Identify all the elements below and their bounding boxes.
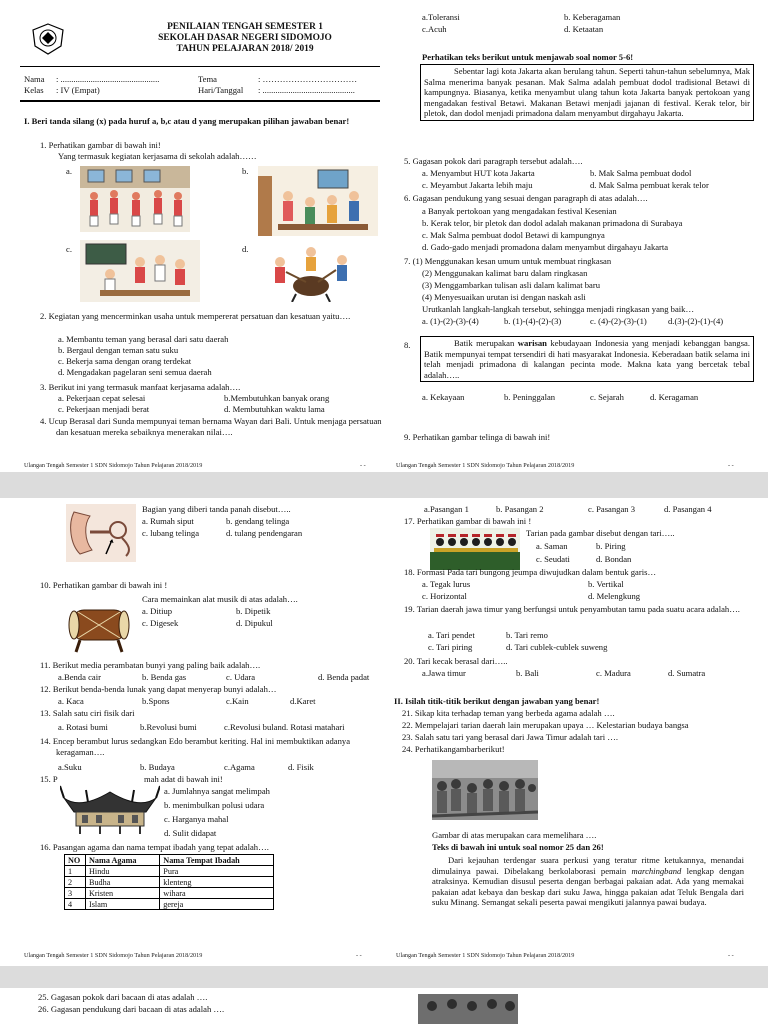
nama-label: Nama — [24, 74, 45, 84]
school-logo — [28, 22, 68, 56]
q4-question: 4. Ucup Berasal dari Sunda mempunyai teman bernama Wayan dari Bali. Untuk menjaga persatuan dan kesatuan mereka sebaiknya menerakan nilai…. — [40, 416, 382, 437]
q7-item-3: (3) Menggambarkan tulisan asli dalam kalimat baru — [422, 280, 601, 290]
q15-question-end: mah adat di bawah ini! — [144, 774, 223, 784]
students-cleaning-illustration — [80, 166, 190, 232]
table-cell: klenteng — [160, 877, 274, 888]
table-cell: Islam — [86, 899, 160, 910]
rumah-gadang-illustration — [60, 780, 160, 836]
parade-photo — [418, 994, 518, 1024]
q10-question: Cara memainkan alat musik di atas adalah…. — [142, 594, 298, 604]
q5-option-c: c. Meyambut Jakarta lebih maju — [422, 180, 533, 190]
q17-option-a: a. Saman — [536, 541, 568, 551]
q7-option-b: b. (1)-(4)-(2)-(3) — [504, 316, 562, 326]
q17-option-b: b. Piring — [596, 541, 626, 551]
q3-option-a: a. Pekerjaan cepat selesai — [58, 393, 146, 403]
q23-question: 23. Salah satu tari yang berasal dari Jawa Timur adalah tari …. — [402, 732, 618, 742]
table-cell: Pura — [160, 866, 274, 877]
hari-label: Hari/Tanggal — [198, 84, 244, 95]
reading-text-2-part-1: Dari kejauhan terdengar suara perkusi yang teratur ritme ketukannya, menandai dimulainya pawai. Dibelakang berkolaborasi pemain — [432, 855, 744, 876]
table-cell: 1 — [65, 866, 86, 877]
section-2-instruction: II. Isilah titik-titik berikut dengan jawaban yang benar! — [394, 696, 600, 706]
q6-option-a: a Banyak pertokoan yang mengadakan festival Kesenian — [422, 206, 617, 216]
q14-option-d: d. Fisik — [288, 762, 314, 772]
table-row — [65, 888, 274, 899]
q10-option-b: b. Dipetik — [236, 606, 271, 616]
q19-question: 19. Tarian daerah jawa timur yang berfungsi untuk penyambutan tamu pada suatu acara adalah…. — [404, 604, 740, 614]
table-cell: 3 — [65, 888, 86, 899]
q9-prompt: 9. Perhatikan gambar telinga di bawah ini! — [404, 432, 551, 442]
q2-question: 2. Kegiatan yang mencerminkan usaha untuk mempererat persatuan dan kesatuan yaitu…. — [40, 311, 351, 321]
q18-option-b: b. Vertikal — [588, 579, 624, 589]
q16-question: 16. Pasangan agama dan nama tempat ibadah yang tepat adalah…. — [40, 842, 269, 852]
ear-anatomy-illustration — [66, 504, 136, 562]
q11-option-a: a.Benda cair — [58, 672, 101, 682]
q9-question: Bagian yang diberi tanda panah disebut….. — [142, 504, 291, 514]
q14-option-b: b. Budaya — [140, 762, 175, 772]
q3-option-b: b.Membutuhkan banyak orang — [224, 393, 330, 403]
classroom-study-illustration — [80, 240, 200, 302]
q9-option-a: a. Rumah siput — [142, 516, 194, 526]
q9-option-c: c. lubang telinga — [142, 528, 200, 538]
religion-table — [64, 854, 274, 910]
page-gap-1 — [0, 472, 768, 498]
q12-option-d: d.Karet — [290, 696, 316, 706]
nama-value: : .............................................. — [56, 74, 160, 84]
q1-option-c-label: c. — [66, 244, 72, 254]
header-line-2: SEKOLAH DASAR NEGERI SIDOMOJO — [158, 33, 332, 44]
q11-option-c: c. Udara — [226, 672, 256, 682]
q15-question-start: 15. P — [40, 774, 58, 784]
q6-option-d: d. Gado-gado menjadi promadona dalam menyambut dirgahayu Jakarta — [422, 242, 669, 252]
q8-option-d: d. Keragaman — [650, 392, 699, 402]
saman-dance-illustration — [430, 528, 520, 570]
q7-option-c: c. (4)-(2)-(3)-(1) — [590, 316, 647, 326]
q8-text-b: kebudayaan Indonesia yang menjadi kebanggan bangsa. Batik mempunyai tempat tersendiri di hati masyarakat Indonesia. Keberadaan batik selama ini telah menjadi primadona di kalangan pecinta mode. Makna kata yang bercetak tebal adalah….. — [424, 338, 750, 380]
q16-option-a: a.Pasangan 1 — [424, 504, 469, 514]
q9-option-d: d. tulang pendengaran — [226, 528, 303, 538]
q9-option-b: b. gendang telinga — [226, 516, 290, 526]
q1-option-b-label: b. — [242, 166, 249, 176]
q4-option-b: b. Keberagaman — [564, 12, 621, 22]
q13-option-a: a. Rotasi bumi — [58, 722, 108, 732]
q13-question: 13. Salah satu ciri fisik dari — [40, 708, 135, 718]
q11-option-b: b. Benda gas — [142, 672, 187, 682]
kelas-label: Kelas — [24, 84, 44, 95]
table-cell: Budha — [86, 877, 160, 888]
q6-question: 6. Gagasan pendukung yang sesuai dengan paragraph di atas adalah…. — [404, 193, 648, 203]
table-cell: Kristen — [86, 888, 160, 899]
q14-question: 14. Encep berambut lurus sedangkan Edo berambut keriting. Hal ini membuktikan adanya keragaman…. — [40, 736, 351, 757]
q22-question: 22. Mempelajari tarian daerah lain merupakan upaya … Kelestarian budaya bangsa — [402, 720, 689, 730]
page-1 — [0, 0, 768, 470]
q1-question: Yang termasuk kegiatan kerjasama di sekolah adalah…… — [58, 151, 257, 161]
q5-option-d: d. Mak Salma pembuat kerak telor — [590, 180, 709, 190]
footer-left: Ulangan Tengah Semester 1 SDN Sidomojo Tahun Pelajaran 2018/2019 — [24, 462, 203, 469]
q20-option-c: c. Madura — [596, 668, 631, 678]
reading-text-2 — [432, 855, 744, 908]
q15-option-a: a. Jumlahnya sangat melimpah — [164, 786, 270, 796]
q7-question: Urutkanlah langkah-langkah tersebut, sehingga menjadi ringkasan yang baik… — [422, 304, 695, 314]
q2-option-d: d. Mengadakan pagelaran seni semua daerah — [58, 367, 212, 377]
q11-question: 11. Berikut media perambatan bunyi yang paling baik adalah…. — [40, 660, 261, 670]
q19-option-d: d. Tari cublek-cublek suweng — [506, 642, 608, 652]
q4-option-c: c.Acuh — [422, 24, 447, 34]
q1-prompt: 1. Perhatikan gambar di bawah ini! — [40, 140, 161, 150]
q2-option-a: a. Membantu teman yang berasal dari satu daerah — [58, 334, 229, 344]
footer-right-dash: - - — [728, 462, 734, 469]
q17-option-d: d. Bondan — [596, 554, 632, 564]
page-gap-2 — [0, 966, 768, 988]
q12-option-b: b.Spons — [142, 696, 170, 706]
q18-option-c: c. Horizontal — [422, 591, 467, 601]
q10-prompt: 10. Perhatikan gambar di bawah ini ! — [40, 580, 168, 590]
page-3 — [0, 988, 768, 1024]
table-cell: Hindu — [86, 866, 160, 877]
q20-question: 20. Tari kecak berasal dari….. — [404, 656, 508, 666]
q5-option-a: a. Menyambut HUT kota Jakarta — [422, 168, 535, 178]
q16-option-c: c. Pasangan 3 — [588, 504, 636, 514]
footer-right: Ulangan Tengah Semester 1 SDN Sidomojo Tahun Pelajaran 2018/2019 — [396, 952, 575, 959]
q4-option-a: a.Toleransi — [422, 12, 460, 22]
table-header-no: NO — [65, 855, 86, 866]
q10-option-a: a. Ditiup — [142, 606, 173, 616]
section-1-instruction: I. Beri tanda silang (x) pada huruf a, b,c atau d yang merupakan pilihan jawaban benar! — [24, 116, 350, 126]
q7-option-a: a. (1)-(2)-(3)-(4) — [422, 316, 479, 326]
reading-text-2-italic: marchingband — [631, 865, 682, 876]
q8-number: 8. — [404, 340, 411, 350]
q21-question: 21. Sikap kita terhadap teman yang berbeda agama adalah …. — [402, 708, 615, 718]
q20-option-d: d. Sumatra — [668, 668, 706, 678]
table-header-row — [65, 855, 274, 866]
q1-option-d-label: d. — [242, 244, 249, 254]
q12-option-a: a. Kaca — [58, 696, 84, 706]
q19-option-b: b. Tari remo — [506, 630, 548, 640]
table-row — [65, 899, 274, 910]
q24-prompt: 24. Perhatikangambarberikut! — [402, 744, 505, 754]
tema-value: : …………………………… — [258, 74, 358, 84]
q15-option-b: b. menimbulkan polusi udara — [164, 800, 265, 810]
table-cell: wihara — [160, 888, 274, 899]
header-rule-bottom — [20, 100, 380, 102]
header-line-3: TAHUN PELAJARAN 2018/ 2019 — [176, 44, 314, 55]
q15-option-c: c. Harganya mahal — [164, 814, 229, 824]
q2-option-b: b. Bergaul dengan teman satu suku — [58, 345, 179, 355]
q18-option-d: d. Melengkung — [588, 591, 641, 601]
q14-option-a: a.Suku — [58, 762, 82, 772]
kendang-drum-illustration — [66, 600, 132, 654]
q19-option-a: a. Tari pendet — [428, 630, 475, 640]
table-row — [65, 877, 274, 888]
q8-option-a: a. Kekayaan — [422, 392, 465, 402]
q7-item-2: (2) Menggunakan kalimat baru dalam ringkasan — [422, 268, 588, 278]
q3-option-c: c. Pekerjaan menjadi berat — [58, 404, 150, 414]
q15-option-d: d. Sulit didapat — [164, 828, 217, 838]
page-2 — [0, 498, 768, 964]
q13-option-cd: c.Revolusi buland. Rotasi matahari — [224, 722, 345, 732]
reading-text-2-title: Teks di bawah ini untuk soal nomor 25 dan 26! — [432, 842, 604, 852]
q18-option-a: a. Tegak lurus — [422, 579, 471, 589]
q18-question: 18. Formasi Pada tari bungong jeumpa diwujudkan dalam bentuk garis… — [404, 567, 657, 577]
q3-question: 3. Berikut ini yang termasuk manfaat kerjasama adalah…. — [40, 382, 241, 392]
kelas-value: : IV (Empat) — [56, 84, 100, 95]
footer-left-dash: - - — [360, 462, 366, 469]
q2-option-c: c. Bekerja sama dengan orang terdekat — [58, 356, 192, 366]
q8-option-b: b. Peninggalan — [504, 392, 556, 402]
q17-prompt: 17. Perhatikan gambar di bawah ini ! — [404, 516, 532, 526]
q19-option-c: c. Tari piring — [428, 642, 473, 652]
reading-text-title: Perhatikan teks berikut untuk menjawab soal nomor 5-6! — [422, 52, 634, 62]
q11-option-d: d. Benda padat — [318, 672, 370, 682]
cooking-together-illustration — [266, 244, 356, 302]
q16-option-b: b. Pasangan 2 — [496, 504, 544, 514]
q12-option-c: c.Kain — [226, 696, 249, 706]
q16-option-d: d. Pasangan 4 — [664, 504, 712, 514]
q3-option-d: d. Membutuhkan waktu lama — [224, 404, 325, 414]
family-at-home-illustration — [258, 166, 378, 236]
reading-text-2-part-2: lengkap dengan atraksinya. Kemudian disusul peserta dengan berbagai pakaian adat. Ada yang memakai pakaian adat kebaya dan beskap dari suku Jawa, hingga pakaian adat Teluk Bengala dari suku Minang. Semangat sekali peserta pawai mengikuti jalannya pawai budaya. — [432, 865, 744, 908]
q20-option-a: a.Jawa timur — [422, 668, 466, 678]
hari-value: : ........................................... — [258, 84, 355, 95]
q4-option-d: d. Ketaatan — [564, 24, 604, 34]
q10-option-c: c. Digesek — [142, 618, 179, 628]
footer-right: Ulangan Tengah Semester 1 SDN Sidomojo Tahun Pelajaran 2018/2019 — [396, 462, 575, 469]
table-header-tempat: Nama Tempat Ibadah — [160, 855, 274, 866]
q20-option-b: b. Bali — [516, 668, 539, 678]
q8-text-box — [420, 336, 754, 382]
footer-left: Ulangan Tengah Semester 1 SDN Sidomojo Tahun Pelajaran 2018/2019 — [24, 952, 203, 959]
footer-left-dash: - - — [356, 952, 362, 959]
q25-question: 25. Gagasan pokok dari bacaan di atas adalah …. — [38, 992, 208, 1002]
community-cleanup-photo — [432, 760, 538, 820]
table-cell: 4 — [65, 899, 86, 910]
q5-question: 5. Gagasan pokok dari paragraph tersebut adalah…. — [404, 156, 583, 166]
q5-option-b: b. Mak Salma pembuat dodol — [590, 168, 692, 178]
table-cell: 2 — [65, 877, 86, 888]
table-row — [65, 866, 274, 877]
q6-option-b: b. Kerak telor, bir pletok dan dodol adalah makanan primadona di Surabaya — [422, 218, 683, 228]
tema-label: Tema — [198, 74, 217, 84]
header-line-1: PENILAIAN TENGAH SEMESTER 1 — [167, 22, 323, 32]
table-header-agama: Nama Agama — [86, 855, 160, 866]
q14-option-c: c.Agama — [224, 762, 255, 772]
q12-question: 12. Berikut benda-benda lunak yang dapat menyerap bunyi adalah… — [40, 684, 277, 694]
q24-question: Gambar di atas merupakan cara memelihara …. — [432, 830, 597, 840]
q13-option-b: b.Revolusi bumi — [140, 722, 197, 732]
q1-option-a-label: a. — [66, 166, 72, 176]
footer-right-dash: - - — [728, 952, 734, 959]
reading-text-box: Sebentar lagi kota Jakarta akan berulang tahun. Seperti tahun-tahun sebelumnya, Mak Salma menerima banyak pesanan. Mak Salma adalah pembuat dodol tradisional Betawi di kampungnya. Biasanya, ketika menyambut ulang tahun kota Jakarta banyak pertokoan yang mengadakan festival Betawi. Makanan Betawi menjadi jajanan di festival. Kerak telor, bir pletok, dan dodol menjadi primadona dalam menyambut dirgahayu Jakarta. — [420, 64, 754, 121]
q7-option-d: d.(3)-(2)-(1)-(4) — [668, 316, 724, 326]
q8-text-a: Batik merupakan — [454, 338, 518, 348]
q8-bold-word: warisan — [517, 338, 547, 348]
q26-question: 26. Gagasan pendukung dari bacaan di atas adalah …. — [38, 1004, 225, 1014]
q6-option-c: c. Mak Salma pembuat dodol Betawi di kampungnya — [422, 230, 605, 240]
q7-item-4: (4) Menyesuaikan urutan isi dengan naskah asli — [422, 292, 586, 302]
q7-item-1: 7. (1) Menggunakan kesan umum untuk membuat ringkasan — [404, 256, 612, 266]
q8-option-c: c. Sejarah — [590, 392, 624, 402]
header-rule-top — [20, 66, 380, 67]
q17-option-c: c. Seudati — [536, 554, 570, 564]
q17-question: Tarian pada gambar disebut dengan tari….. — [526, 528, 675, 538]
table-cell: gereja — [160, 899, 274, 910]
q10-option-d: d. Dipukul — [236, 618, 273, 628]
